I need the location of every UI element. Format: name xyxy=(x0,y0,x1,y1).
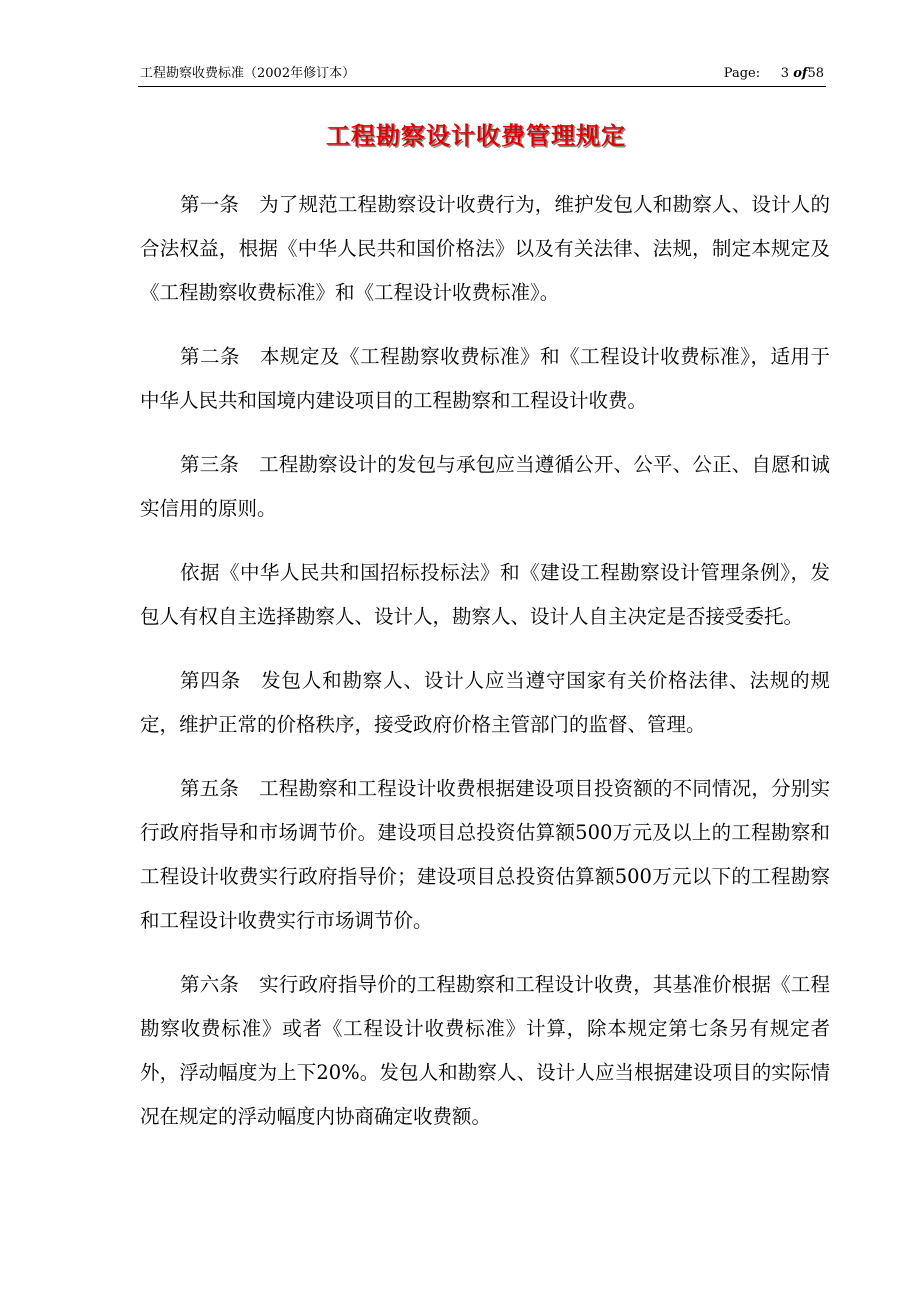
article-number: 第二条 xyxy=(180,345,241,368)
paragraph xyxy=(140,767,830,943)
header-doc-title: 工程勘察收费标准（2002年修订本） xyxy=(140,66,356,81)
paragraph xyxy=(140,443,830,531)
paragraph xyxy=(140,551,830,639)
article-number: 第一条 xyxy=(180,193,240,216)
page-title: 工程勘察设计收费管理规定 xyxy=(326,121,626,150)
article-number: 第三条 xyxy=(180,453,240,476)
paragraph-text: 本规定及《工程勘察收费标准》和《工程设计收费标准》，适用于中华人民共和国境内建设项目的工程勘察和工程设计收费。 xyxy=(140,345,830,412)
paragraph xyxy=(140,335,830,423)
page-total: 58 xyxy=(807,66,824,81)
paragraph-text: 发包人和勘察人、设计人应当遵守国家有关价格法律、法规的规定，维护正常的价格秩序，接受政府价格主管部门的监督、管理。 xyxy=(140,669,830,736)
paragraph xyxy=(140,183,830,315)
paragraph-text: 依据《中华人民共和国招标投标法》和《建设工程勘察设计管理条例》，发包人有权自主选择勘察人、设计人，勘察人、设计人自主决定是否接受委托。 xyxy=(140,561,830,628)
header-page-info xyxy=(724,66,824,82)
paragraph xyxy=(140,659,830,747)
paragraph-text: 为了规范工程勘察设计收费行为，维护发包人和勘察人、设计人的合法权益，根据《中华人民共和国价格法》以及有关法律、法规，制定本规定及《工程勘察收费标准》和《工程设计收费标准》。 xyxy=(140,193,830,304)
paragraph xyxy=(140,963,830,1139)
paragraph-text: 工程勘察设计的发包与承包应当遵循公开、公平、公正、自愿和诚实信用的原则。 xyxy=(140,453,830,520)
paragraph-text: 工程勘察和工程设计收费根据建设项目投资额的不同情况，分别实行政府指导和市场调节价。建设项目总投资估算额500万元及以上的工程勘察和工程设计收费实行政府指导价；建设项目总投资估算额500万元以下的工程勘察和工程设计收费实行市场调节价。 xyxy=(140,777,830,932)
document-body xyxy=(140,183,830,1159)
paragraph-text: 实行政府指导价的工程勘察和工程设计收费，其基准价根据《工程勘察收费标准》或者《工程设计收费标准》计算，除本规定第七条另有规定者外，浮动幅度为上下20%。发包人和勘察人、设计人应当根据建设项目的实际情况在规定的浮动幅度内协商确定收费额。 xyxy=(140,973,830,1128)
running-header xyxy=(140,66,826,88)
header-divider xyxy=(138,86,826,87)
page-separator: of xyxy=(793,66,808,81)
article-number: 第四条 xyxy=(180,669,242,692)
article-number: 第五条 xyxy=(180,777,240,800)
page-current: 3 xyxy=(780,66,790,81)
article-number: 第六条 xyxy=(180,973,240,996)
page-label: Page: xyxy=(723,66,761,81)
